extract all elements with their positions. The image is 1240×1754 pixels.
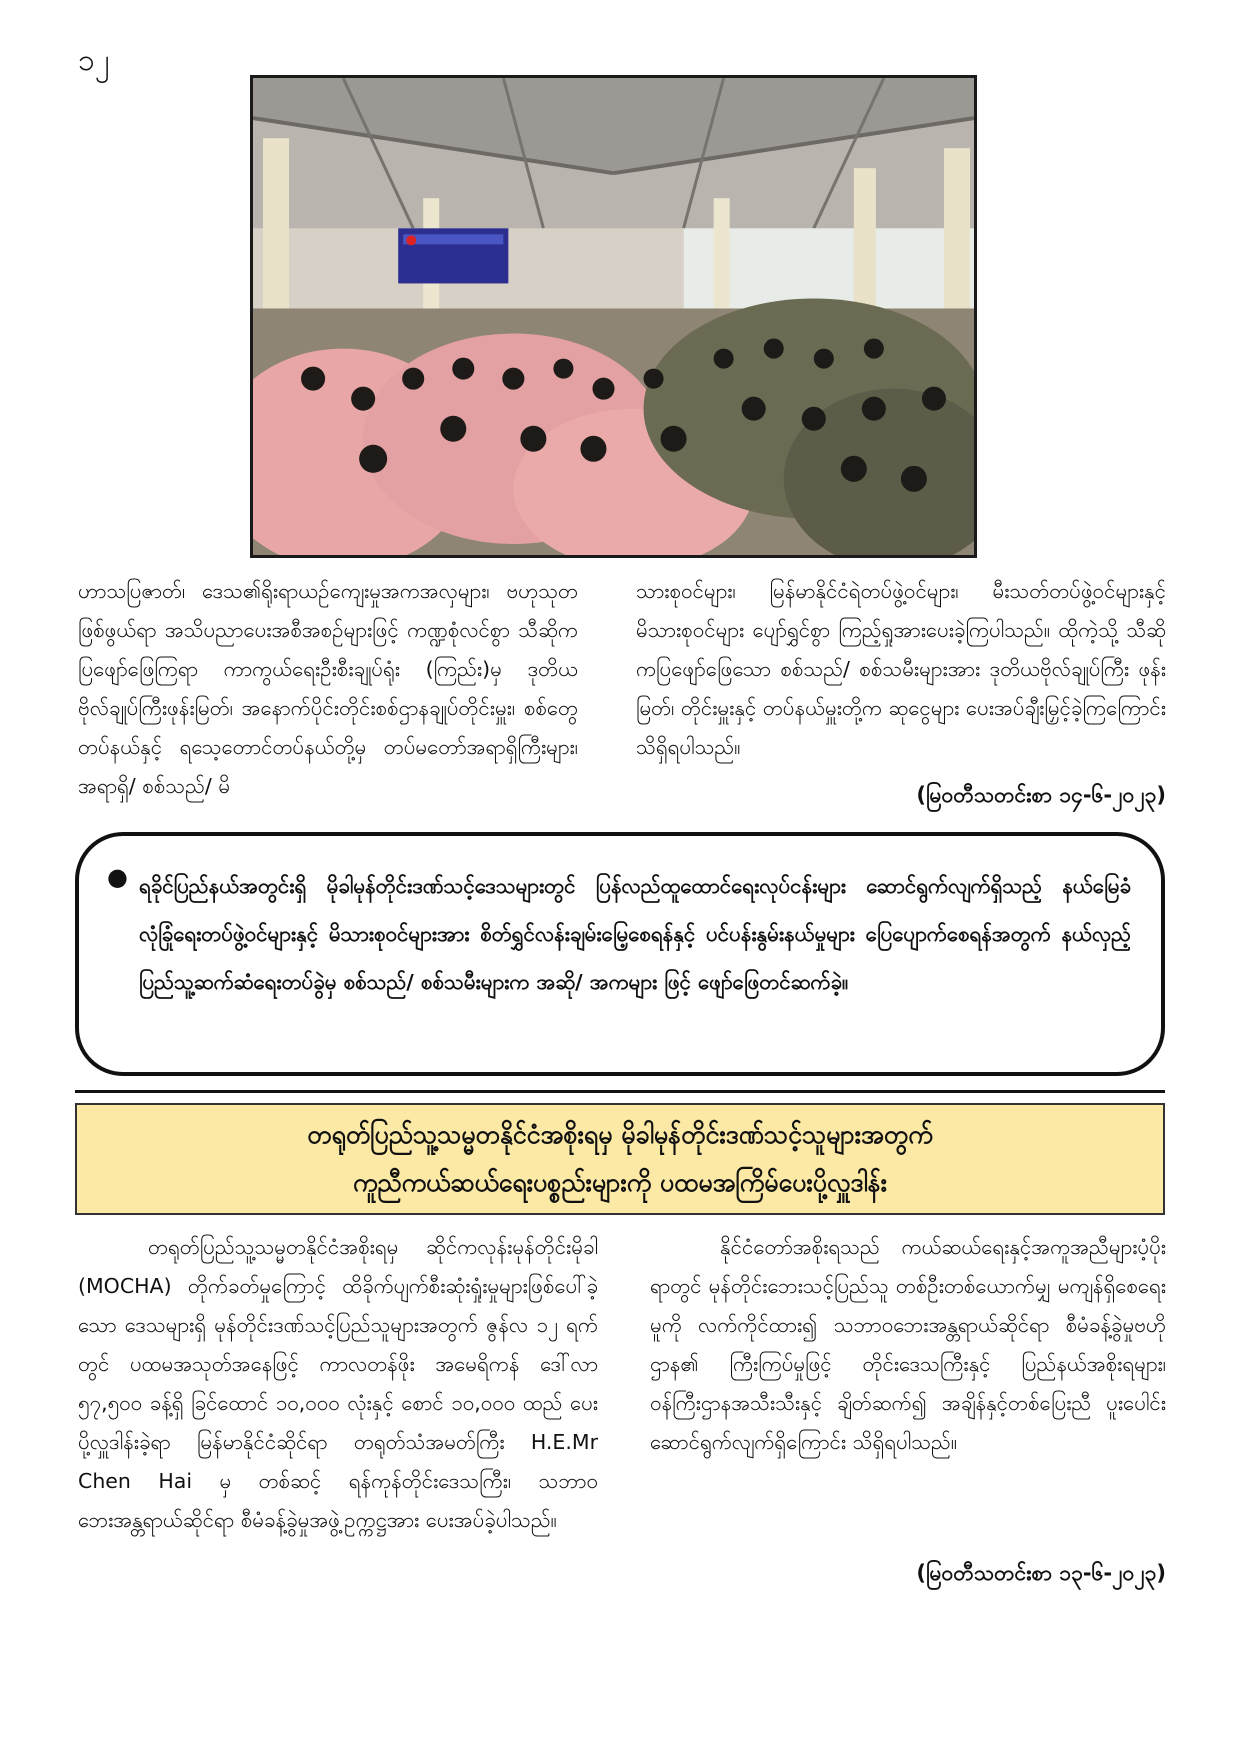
- headline-line1: တရုတ်ပြည်သူ့သမ္မတနိုင်ငံအစိုးရမှ မိုခါမုန်တိုင်းဒဏ်သင့်သူများအတွက်: [307, 1120, 933, 1149]
- bullet-icon: ●: [107, 863, 128, 891]
- article1-left-column: [78, 572, 578, 806]
- article2-left-column: [78, 1228, 598, 1540]
- headline-line2: ကူညီကယ်ဆယ်ရေးပစ္စည်းများကို ပထမအကြိမ်ပေးပို့လှူဒါန်း: [352, 1168, 888, 1197]
- section-divider: [75, 1090, 1165, 1093]
- article2-right-column: [650, 1228, 1166, 1462]
- news-photo: [250, 75, 977, 558]
- article1-source: (မြဝတီသတင်းစာ ၁၄-၆-၂၀၂၃): [916, 783, 1166, 807]
- callout-text: ရခိုင်ပြည်နယ်အတွင်းရှိ မိုခါမုန်တိုင်းဒဏ်သင့်ဒေသများတွင် ပြန်လည်ထူထောင်ရေးလုပ်ငန်းများ ဆောင်ရွက်လျက်ရှိသည့် နယ်မြေခံလုံခြုံရေးတပ်ဖွဲ့ဝင်များနှင့် မိသားစုဝင်များအား စိတ်ရွှင်လန်းချမ်းမြေ့စေရန်နှင့် ပင်ပန်းနွမ်းနယ်မှုများ ပြေပျောက်စေရန်အတွက် နယ်လှည့်ပြည်သူ့ဆက်ဆံရေးတပ်ခွဲမှ စစ်သည်/ စစ်သမီးများက အဆို/ အကများ ဖြင့် ဖျော်ဖြေတင်ဆက်ခဲ့။: [139, 874, 1131, 994]
- article2-left-text: တရုတ်ပြည်သူ့သမ္မတနိုင်ငံအစိုးရမှ ဆိုင်ကလုန်းမုန်တိုင်းမိုခါ (MOCHA) တိုက်ခတ်မှုကြောင့် ထိခိုက်ပျက်စီးဆုံးရှုံးမှုများဖြစ်ပေါ်ခဲ့သော ဒေသများရှိ မုန်တိုင်းဒဏ်သင့်ပြည်သူများအတွက် ဇွန်လ ၁၂ ရက်တွင် ပထမအသုတ်အနေဖြင့် ကာလတန်ဖိုး အမေရိကန် ဒေါ်လာ ၅၇,၅၀၀ ခန့်ရှိ ခြင်ထောင် ၁၀,၀၀၀ လုံးနှင့် စောင် ၁၀,၀၀၀ ထည် ပေးပို့လှူဒါန်းခဲ့ရာ မြန်မာနိုင်ငံဆိုင်ရာ တရုတ်သံအမတ်ကြီး H.E.Mr Chen Hai မှ တစ်ဆင့် ရန်ကုန်တိုင်းဒေသကြီး၊ သဘာဝဘေးအန္တရာယ်ဆိုင်ရာ စီမံခန့်ခွဲမှုအဖွဲ့ဥက္ကဋ္ဌအား ပေးအပ်ခဲ့ပါသည်။: [78, 1235, 598, 1532]
- article1-right-text: သားစုဝင်များ၊ မြန်မာနိုင်ငံရဲတပ်ဖွဲ့ဝင်များ၊ မီးသတ်တပ်ဖွဲ့ဝင်များနှင့် မိသားစုဝင်များ ပျော်ရွှင်စွာ ကြည့်ရှုအားပေးခဲ့ကြပါသည်။ ထိုကဲ့သို့ သီဆိုကပြဖျော်ဖြေသော စစ်သည်/ စစ်သမီးများအား ဒုတိယဗိုလ်ချုပ်ကြီး ဖုန်းမြတ်၊ တိုင်းမှူးနှင့် တပ်နယ်မှူးတို့က ဆုငွေများ ပေးအပ်ချီးမြှင့်ခဲ့ကြကြောင်း သိရှိရပါသည်။: [636, 579, 1166, 759]
- article2-source: (မြဝတီသတင်းစာ ၁၃-၆-၂၀၂၃): [916, 1561, 1166, 1585]
- page-number: ၁၂: [78, 43, 110, 78]
- article1-left-text: ဟာသပြဇာတ်၊ ဒေသ၏ရိုးရာယဉ်ကျေးမှုအကအလှများ၊ ဗဟုသုတဖြစ်ဖွယ်ရာ အသိပညာပေးအစီအစဉ်များဖြင့် ကဏ္ဍစုံလင်စွာ သီဆိုကပြဖျော်ဖြေကြရာ ကာကွယ်ရေးဦးစီးချုပ်ရုံး (ကြည်း)မှ ဒုတိယဗိုလ်ချုပ်ကြီးဖုန်းမြတ်၊ အနောက်ပိုင်းတိုင်းစစ်ဌာနချုပ်တိုင်းမှူး၊ စစ်တွေတပ်နယ်နှင့် ရသေ့တောင်တပ်နယ်တို့မှ တပ်မတော်အရာရှိကြီးများ၊ အရာရှိ/ စစ်သည်/ မိ: [78, 579, 578, 798]
- callout-box: [75, 832, 1165, 1076]
- article2-right-text: နိုင်ငံတော်အစိုးရသည် ကယ်ဆယ်ရေးနှင့်အကူအညီများပံ့ပိုးရာတွင် မုန်တိုင်းဘေးသင့်ပြည်သူ တစ်ဦးတစ်ယောက်မျှ မကျန်ရှိစေရေးမူကို လက်ကိုင်ထား၍ သဘာဝဘေးအန္တရာယ်ဆိုင်ရာ စီမံခန့်ခွဲမှုဗဟိုဌာန၏ ကြီးကြပ်မှုဖြင့် တိုင်းဒေသကြီးနှင့် ပြည်နယ်အစိုးရများ၊ ဝန်ကြီးဌာနအသီးသီးနှင့် ချိတ်ဆက်၍ အချိန်နှင့်တစ်ပြေးညီ ပူးပေါင်းဆောင်ရွက်လျက်ရှိကြောင်း သိရှိရပါသည်။: [650, 1235, 1166, 1454]
- article1-right-column: [636, 572, 1166, 767]
- headline-banner: [75, 1103, 1165, 1215]
- hall-gathering-photo: [253, 78, 974, 555]
